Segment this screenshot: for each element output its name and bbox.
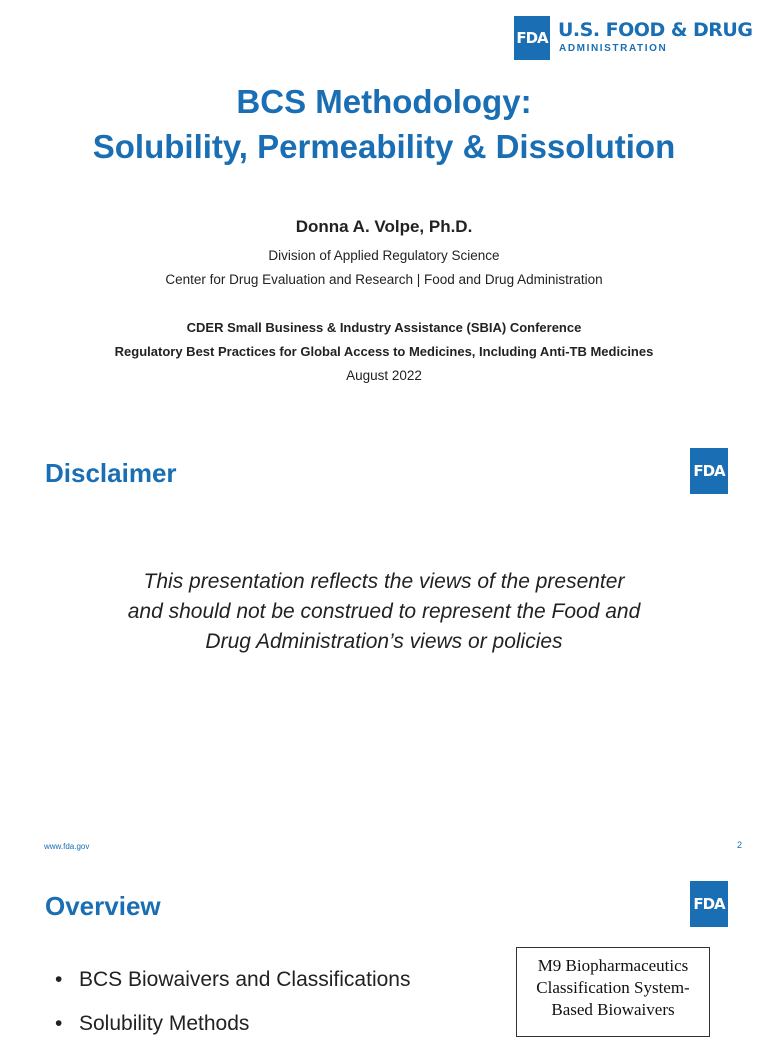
bullet-item bbox=[55, 1012, 249, 1036]
disclaimer-line1: This presentation reflects the views of the presenter bbox=[143, 570, 625, 593]
title-line1: BCS Methodology: bbox=[236, 83, 532, 120]
fda-logo-line2: ADMINISTRATION bbox=[559, 43, 668, 54]
bullet-dot: • bbox=[55, 1012, 63, 1035]
m9-box-line3: Based Biowaivers bbox=[551, 1000, 675, 1019]
conference-line1: CDER Small Business & Industry Assistance (SBIA) Conference bbox=[186, 320, 582, 335]
disclaimer-heading: Disclaimer bbox=[45, 458, 177, 488]
conference-line2: Regulatory Best Practices for Global Access to Medicines, Including Anti-TB Medicines bbox=[114, 344, 654, 359]
bullet-item bbox=[55, 968, 410, 992]
disclaimer-text bbox=[60, 567, 708, 657]
fda-logo-line1: U.S. FOOD & DRUG bbox=[558, 19, 753, 41]
page-number: 2 bbox=[737, 840, 743, 850]
m9-box-line1: M9 Biopharmaceutics bbox=[537, 956, 689, 975]
affiliation-line2: Center for Drug Evaluation and Research | Food and Drug Administration bbox=[165, 272, 603, 287]
title-line2: Solubility, Permeability & Dissolution bbox=[92, 128, 676, 165]
fda-logo-mark: FDA bbox=[514, 16, 550, 60]
author-name: Donna A. Volpe, Ph.D. bbox=[295, 217, 473, 236]
fda-website-link[interactable]: www.fda.gov bbox=[44, 842, 90, 851]
disclaimer-line2: and should not be construed to represent the Food and bbox=[127, 600, 641, 623]
bullet-text: BCS Biowaivers and Classifications bbox=[79, 968, 411, 991]
bullet-text: Solubility Methods bbox=[79, 1012, 250, 1035]
presentation-date: August 2022 bbox=[346, 368, 422, 383]
overview-heading: Overview bbox=[45, 891, 161, 921]
m9-box-line2: Classification System- bbox=[536, 978, 690, 997]
disclaimer-line3: Drug Administration’s views or policies bbox=[205, 630, 563, 653]
affiliation-line1: Division of Applied Regulatory Science bbox=[268, 248, 500, 263]
bullet-dot: • bbox=[55, 968, 63, 991]
fda-logo-mark-slide3: FDA bbox=[690, 881, 728, 927]
fda-logo-mark-slide2: FDA bbox=[690, 448, 728, 494]
